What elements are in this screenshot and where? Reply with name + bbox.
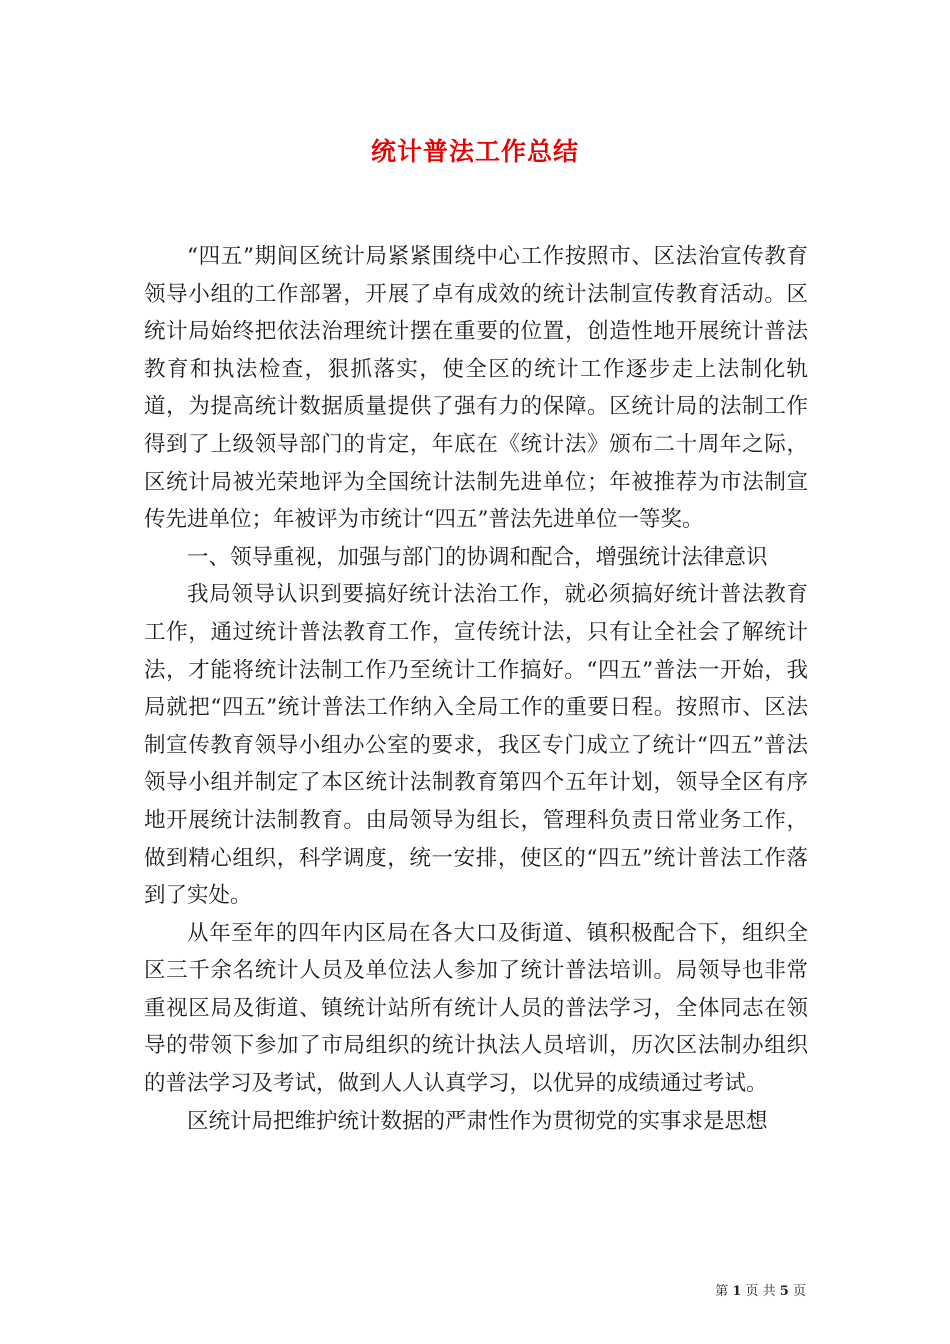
footer-prefix: 第 (715, 1284, 729, 1299)
footer-current-page: 1 (732, 1284, 742, 1299)
section-heading-1: 一、领导重视，加强与部门的协调和配合，增强统计法律意识 (187, 544, 768, 570)
paragraph-training: 从年至年的四年内区局在各大口及街道、镇积极配合下，组织全区三千余名统计人员及单位法人参加了统计普法培训。局领导也非常重视区局及街道、镇统计站所有统计人员的普法学习，全体同志在领导的带领下参加了市局组织的统计执法人员培训，历次区法制办组织的普法学习及考试，做到人人认真学习，以优异的成绩通过考试。 (144, 920, 808, 1097)
footer-total-pages: 5 (779, 1284, 789, 1299)
footer-middle: 页 共 (745, 1284, 776, 1299)
page-number-footer (715, 1280, 806, 1299)
paragraph-leadership: 我局领导认识到要搞好统计法治工作，就必须搞好统计普法教育工作，通过统计普法教育工作，宣传统计法，只有让全社会了解统计法，才能将统计法制工作乃至统计工作搞好。“四五”普法一开始，我局就把“四五”统计普法工作纳入全局工作的重要日程。按照市、区法制宣传教育领导小组办公室的要求，我区专门成立了统计“四五”普法领导小组并制定了本区统计法制教育第四个五年计划，领导全区有序地开展统计法制教育。由局领导为组长，管理科负责日常业务工作，做到精心组织，科学调度，统一安排，使区的“四五”统计普法工作落到了实处。 (144, 582, 808, 909)
paragraph-intro: “四五”期间区统计局紧紧围绕中心工作按照市、区法治宣传教育领导小组的工作部署，开展了卓有成效的统计法制宣传教育活动。区统计局始终把依法治理统计摆在重要的位置，创造性地开展统计普法教育和执法检查，狠抓落实，使全区的统计工作逐步走上法制化轨道，为提高统计数据质量提供了强有力的保障。区统计局的法制工作得到了上级领导部门的肯定，年底在《统计法》颁布二十周年之际，区统计局被光荣地评为全国统计法制先进单位；年被推荐为市法制宣传先进单位；年被评为市统计“四五”普法先进单位一等奖。 (144, 244, 808, 533)
document-body (144, 238, 808, 1140)
document-title: 统计普法工作总结 (370, 137, 579, 166)
paragraph-data-integrity: 区统计局把维护统计数据的严肃性作为贯彻党的实事求是思想 (187, 1108, 768, 1134)
footer-suffix: 页 (792, 1284, 806, 1299)
